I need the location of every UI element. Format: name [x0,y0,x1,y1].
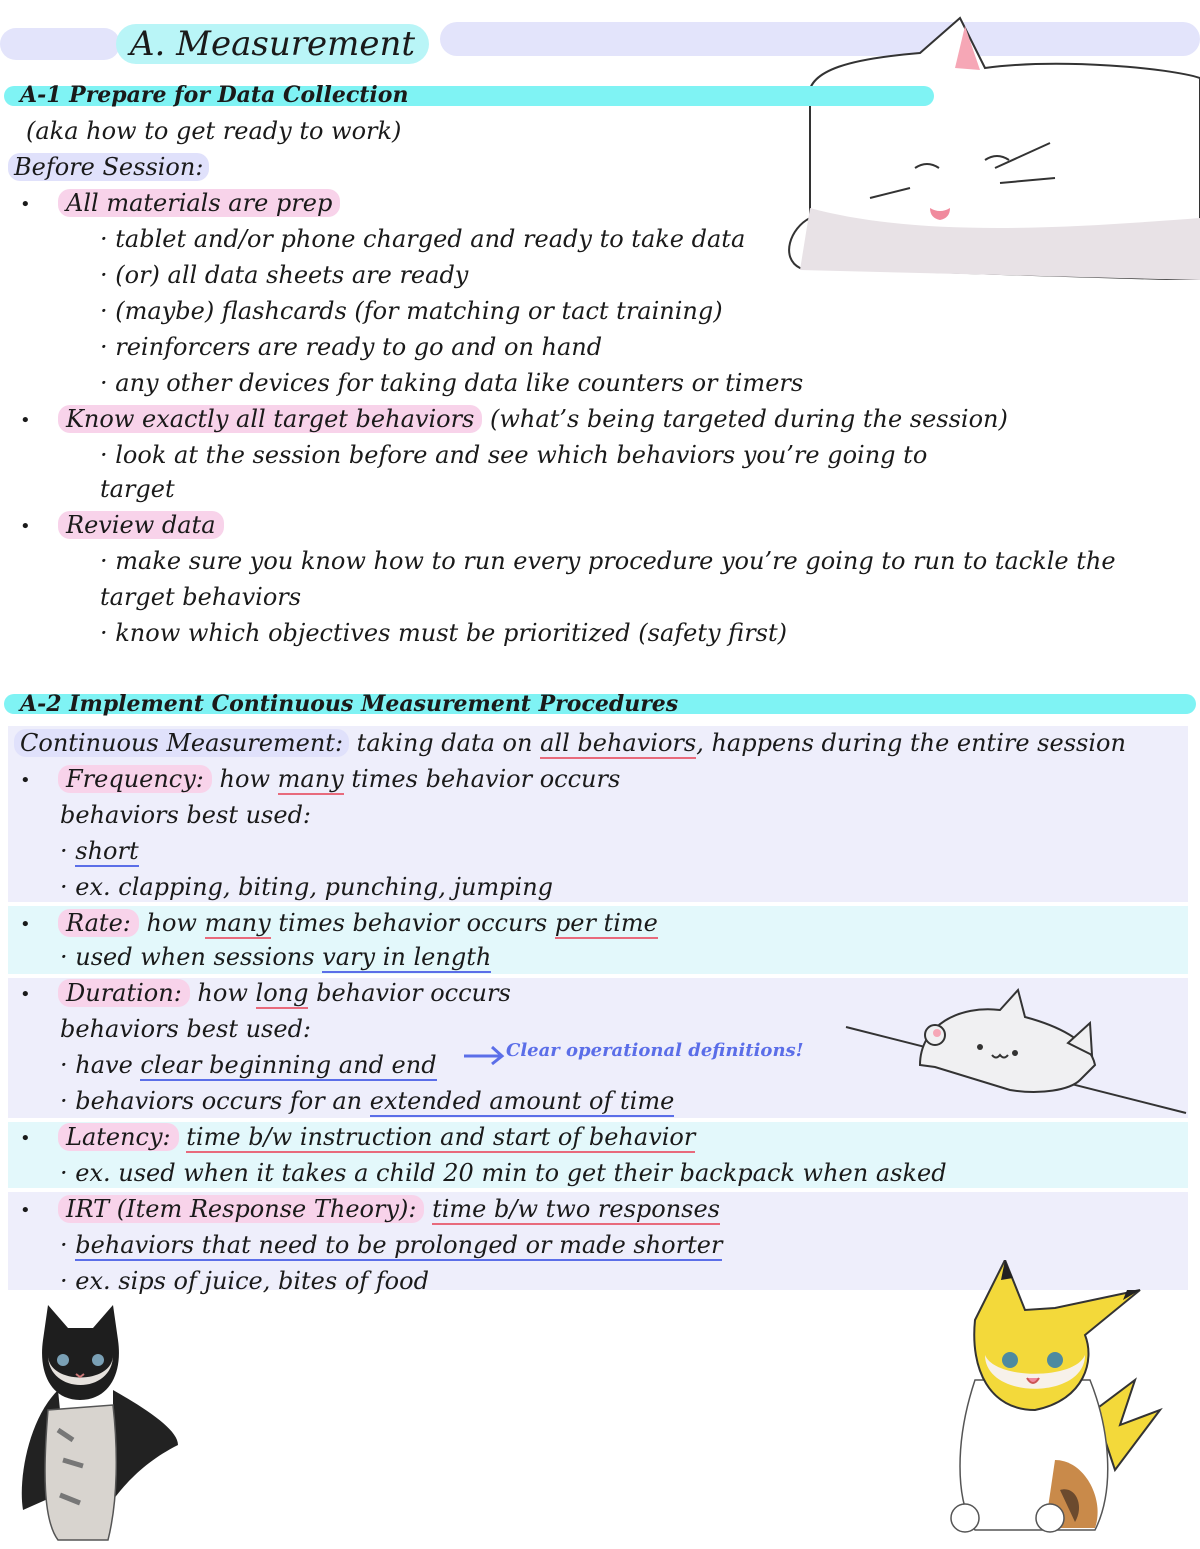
bullet-dot: • [20,194,31,215]
dur-def-b: long [255,979,309,1007]
freq-def-b: many [277,765,344,793]
duration-handwritten-note: Clear operational definitions! [506,1040,804,1061]
list-item: · any other devices for taking data like counters or timers [100,369,804,397]
bullet-review-data-text: Review data [58,511,224,539]
batman-cat-illustration [18,1300,183,1545]
arrow-icon [462,1042,506,1066]
cm-def-a: taking data on [349,729,541,757]
before-session-label [8,150,209,184]
bullet-dot: • [20,984,31,1005]
page-title: A. Measurement [116,24,429,64]
latency-def [58,1120,695,1154]
irt-def-text: time b/w two responses [432,1195,720,1223]
latency-label: Latency: [58,1123,179,1151]
rate-def-c: times behavior occurs [270,909,555,937]
title-bar-left [0,28,120,60]
list-item: · reinforcers are ready to go and on hand [100,333,603,361]
rate-label: Rate: [58,909,139,937]
bullet-dot: • [20,1200,31,1221]
bullet-dot: • [20,1128,31,1149]
dur-def-c: behavior occurs [308,979,511,1007]
continuous-measurement-label: Continuous Measurement: [14,729,349,757]
frequency-label: Frequency: [58,765,212,793]
frequency-item-short [60,834,139,868]
frequency-best-used: behaviors best used: [60,801,312,829]
freq-def-a: how [211,765,278,793]
cm-def-b: all behaviors [540,729,697,757]
dur-item1-b: clear beginning and end [140,1051,437,1079]
irt-item-prolonged-text: behaviors that need to be prolonged or made shorter [75,1231,723,1259]
rate-item-a: · used when sessions [60,943,323,971]
duration-best-used: behaviors best used: [60,1015,312,1043]
frequency-def [58,762,620,796]
frequency-item-dot: · [60,837,76,865]
duration-item-extended [60,1084,674,1118]
section1-subtitle: (aka how to get ready to work) [26,117,402,145]
irt-item-prolonged [60,1228,722,1262]
list-item-continued: target behaviors [100,583,302,611]
irt-label: IRT (Item Response Theory): [58,1195,424,1223]
list-item: · tablet and/or phone charged and ready to take data [100,225,746,253]
bullet-materials [58,186,340,220]
bullet-target-behaviors-suffix: (what’s being targeted during the session) [490,405,1008,433]
bullet-dot: • [20,516,31,537]
dur-item2-b: extended amount of time [369,1087,675,1115]
rate-def [58,906,658,940]
list-item: · (or) all data sheets are ready [100,261,469,289]
irt-item-dot: · [60,1231,76,1259]
before-session-text: Before Session: [8,153,209,181]
list-item: · make sure you know how to run every procedure you’re going to run to tackle the [100,547,1116,575]
rate-def-a: how [138,909,205,937]
freq-def-c: times behavior occurs [343,765,621,793]
frequency-item-examples: · ex. clapping, biting, punching, jumping [60,873,554,901]
latency-def-text: time b/w instruction and start of behavior [186,1123,696,1151]
irt-def [58,1192,720,1226]
section1-heading: A-1 Prepare for Data Collection [20,82,409,108]
cm-def-c: , happens during the entire session [696,729,1126,757]
sleeping-cat-illustration [770,8,1200,280]
dur-item2-a: · behaviors occurs for an [60,1087,370,1115]
list-item: · know which objectives must be prioritized (safety first) [100,619,787,647]
rate-def-b: many [204,909,271,937]
frequency-item-short-text: short [75,837,139,865]
rate-def-d: per time [554,909,658,937]
rate-item [60,940,491,974]
list-item: · look at the session before and see which behaviors you’re going to [100,441,928,469]
latency-item: · ex. used when it takes a child 20 min to get their backpack when asked [60,1159,947,1187]
duration-label: Duration: [58,979,190,1007]
bullet-dot: • [20,914,31,935]
duration-item-clear [60,1048,437,1082]
list-item-continued: target [100,475,175,503]
list-item: · (maybe) flashcards (for matching or tact training) [100,297,723,325]
dur-def-a: how [189,979,256,1007]
bullet-review-data [58,508,224,542]
bullet-dot: • [20,410,31,431]
bullet-materials-text: All materials are prep [58,189,340,217]
bullet-target-behaviors [58,402,1008,436]
peeking-cat-illustration [840,985,1190,1120]
rate-item-b: vary in length [322,943,492,971]
irt-item-examples: · ex. sips of juice, bites of food [60,1267,429,1295]
continuous-measurement-def [14,726,1126,760]
bullet-target-behaviors-text: Know exactly all target behaviors [58,405,482,433]
section2-heading: A-2 Implement Continuous Measurement Procedures [20,691,679,717]
dur-item1-a: · have [60,1051,141,1079]
pikachu-cat-illustration [935,1260,1195,1545]
duration-def [58,976,511,1010]
bullet-dot: • [20,770,31,791]
